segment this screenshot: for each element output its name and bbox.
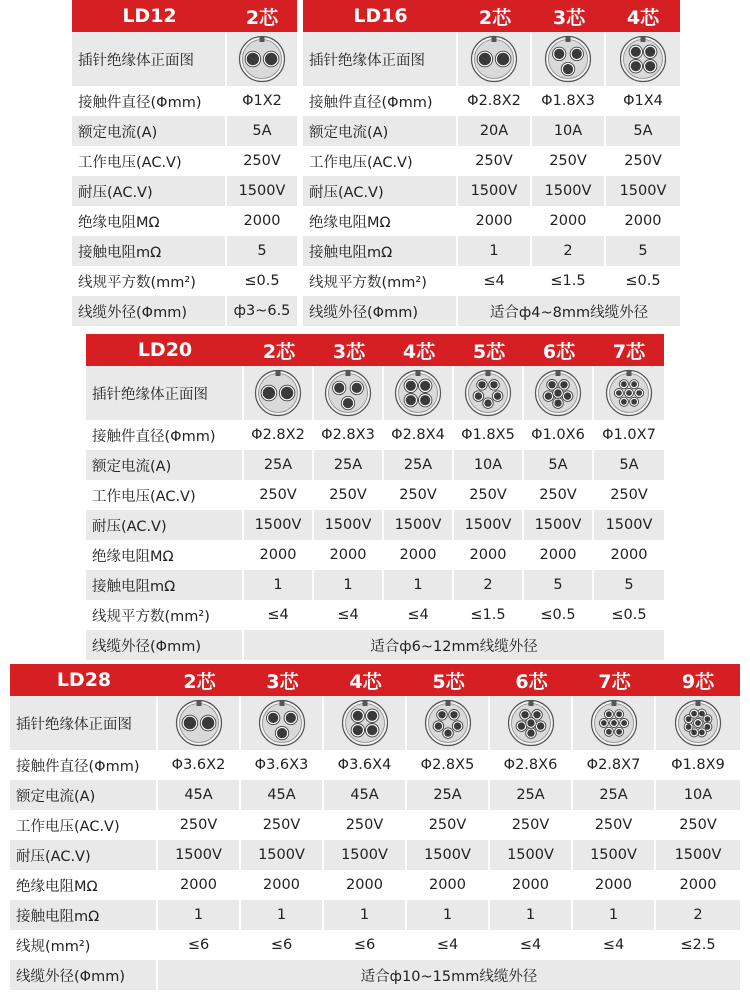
ld20-cell: Φ1.0X6 <box>524 420 594 450</box>
ld12-row-label: 绝缘电阻MΩ <box>72 206 227 236</box>
ld28-cell: 2000 <box>407 870 490 900</box>
ld28-cell: 2000 <box>324 870 407 900</box>
ld16-cell: 5 <box>606 236 680 266</box>
ld16-row-label: 线规平方数(mm²) <box>303 266 458 296</box>
ld20-row <box>86 420 664 450</box>
ld28-cell: Φ2.8X5 <box>407 750 490 780</box>
ld12-title: LD12 <box>72 0 227 32</box>
ld20-cell: 10A <box>454 450 524 480</box>
ld28-cell: 45A <box>158 780 241 810</box>
ld28-cell: ≤6 <box>241 930 324 960</box>
ld12-row <box>72 296 297 326</box>
ld20-row <box>86 570 664 600</box>
ld12-body <box>72 32 297 326</box>
ld28-cell: Φ2.8X6 <box>490 750 573 780</box>
ld28-row-label: 插针绝缘体正面图 <box>10 696 158 750</box>
ld20-cell: 250V <box>454 480 524 510</box>
ld16-connector-2pin-icon <box>458 32 532 86</box>
ld28-body <box>10 696 740 990</box>
ld20-row-label: 绝缘电阻MΩ <box>86 540 244 570</box>
ld20-cell: 250V <box>384 480 454 510</box>
ld16-row-label: 插针绝缘体正面图 <box>303 32 458 86</box>
ld20-cable-value: 适合ф6~12mm线缆外径 <box>244 630 664 660</box>
ld20-core-5: 5芯 <box>454 334 524 366</box>
ld20-cell: ≤0.5 <box>524 600 594 630</box>
ld12-row-label: 插针绝缘体正面图 <box>72 32 227 86</box>
ld28-cell: 250V <box>490 810 573 840</box>
ld28-cell: 1500V <box>241 840 324 870</box>
ld20-cell: 2 <box>454 570 524 600</box>
ld28-cell: Φ3.6X2 <box>158 750 241 780</box>
ld20-row <box>86 540 664 570</box>
ld28-cell: 1500V <box>158 840 241 870</box>
ld20-cell: 1500V <box>384 510 454 540</box>
ld28-connector-9pin-icon <box>656 696 740 750</box>
ld12-cell: ф3~6.5 <box>227 296 297 326</box>
ld28-cell: 250V <box>573 810 656 840</box>
ld20-cell: 250V <box>244 480 314 510</box>
ld20-row <box>86 366 664 420</box>
ld20-body <box>86 366 664 660</box>
ld16-row-label: 耐压(AC.V) <box>303 176 458 206</box>
ld20-title: LD20 <box>86 334 244 366</box>
ld12-row-label: 线规平方数(mm²) <box>72 266 227 296</box>
ld28-row <box>10 750 740 780</box>
ld28-cell: 45A <box>241 780 324 810</box>
ld20-row <box>86 510 664 540</box>
ld28-core-5: 5芯 <box>407 664 490 696</box>
ld20-cell: 2000 <box>384 540 454 570</box>
ld20-row-label: 接触电阻mΩ <box>86 570 244 600</box>
ld28-cell: 2 <box>656 900 740 930</box>
ld20-cable-label: 线缆外径(Φmm) <box>86 630 244 660</box>
ld16-cell: 2000 <box>606 206 680 236</box>
ld16-cell: 250V <box>532 146 606 176</box>
ld20-core-3: 3芯 <box>314 334 384 366</box>
ld20-cell: 1 <box>384 570 454 600</box>
ld20-cell: 25A <box>244 450 314 480</box>
ld16-row <box>303 266 680 296</box>
ld28-cell: 25A <box>407 780 490 810</box>
ld16-row <box>303 86 680 116</box>
ld28-cell: Φ2.8X7 <box>573 750 656 780</box>
ld20-connector-5pin-icon <box>454 366 524 420</box>
ld28-cell: 45A <box>324 780 407 810</box>
ld12-cell: 5A <box>227 116 297 146</box>
ld28-core-9: 9芯 <box>656 664 740 696</box>
ld16-row-label: 额定电流(A) <box>303 116 458 146</box>
ld28-cable-value: 适合ф10~15mm线缆外径 <box>158 960 740 990</box>
ld28-cell: ≤6 <box>324 930 407 960</box>
ld28-cell: Φ3.6X4 <box>324 750 407 780</box>
ld16-cell: Φ1.8X3 <box>532 86 606 116</box>
ld28-cell: 2000 <box>158 870 241 900</box>
ld16-cell: 250V <box>458 146 532 176</box>
ld20-cell: 2000 <box>454 540 524 570</box>
ld28-row-label: 接触件直径(Φmm) <box>10 750 158 780</box>
ld20-cell: 5A <box>524 450 594 480</box>
ld28-cell: 2000 <box>241 870 324 900</box>
ld28-row <box>10 900 740 930</box>
ld12-row-label: 耐压(AC.V) <box>72 176 227 206</box>
ld12-table <box>72 0 297 326</box>
ld28-cell: 250V <box>158 810 241 840</box>
ld16-cable-value: 适合ф4~8mm线缆外径 <box>458 296 680 326</box>
ld20-cell: 1500V <box>314 510 384 540</box>
ld28-core-3: 3芯 <box>241 664 324 696</box>
ld20-connector-4pin-icon <box>384 366 454 420</box>
ld28-cell: 10A <box>656 780 740 810</box>
ld16-cell: 5A <box>606 116 680 146</box>
ld16-connector-3pin-icon <box>532 32 606 86</box>
ld20-row-label: 插针绝缘体正面图 <box>86 366 244 420</box>
ld28-cell: 2000 <box>490 870 573 900</box>
ld28-core-6: 6芯 <box>490 664 573 696</box>
ld20-row <box>86 480 664 510</box>
ld28-cell: 1500V <box>573 840 656 870</box>
ld28-core-7: 7芯 <box>573 664 656 696</box>
ld28-row <box>10 780 740 810</box>
ld12-cell: ≤0.5 <box>227 266 297 296</box>
ld16-body <box>303 32 680 326</box>
ld20-cell: 2000 <box>594 540 664 570</box>
ld20-cell: ≤1.5 <box>454 600 524 630</box>
ld20-cell: 1500V <box>524 510 594 540</box>
ld16-cell: Φ1X4 <box>606 86 680 116</box>
ld12-row-label: 额定电流(A) <box>72 116 227 146</box>
ld20-row-label: 工作电压(AC.V) <box>86 480 244 510</box>
ld20-cell: 1500V <box>594 510 664 540</box>
ld28-row <box>10 840 740 870</box>
ld16-cell: 1500V <box>458 176 532 206</box>
ld16-connector-4pin-icon <box>606 32 680 86</box>
ld16-row <box>303 116 680 146</box>
ld20-cell: Φ2.8X3 <box>314 420 384 450</box>
ld20-core-7: 7芯 <box>594 334 664 366</box>
ld12-row-label: 工作电压(AC.V) <box>72 146 227 176</box>
ld20-cell: 2000 <box>314 540 384 570</box>
ld16-core-3: 3芯 <box>532 0 606 32</box>
ld28-row-label: 接触电阻mΩ <box>10 900 158 930</box>
ld20-row <box>86 450 664 480</box>
ld16-cell: 2000 <box>532 206 606 236</box>
ld28-cell: 1500V <box>656 840 740 870</box>
ld20-cell: 2000 <box>524 540 594 570</box>
ld12-cell: 1500V <box>227 176 297 206</box>
ld16-cable-label: 线缆外径(Φmm) <box>303 296 458 326</box>
ld20-core-6: 6芯 <box>524 334 594 366</box>
ld28-connector-5pin-icon <box>407 696 490 750</box>
ld20-header <box>86 334 664 366</box>
ld20-cell: 250V <box>524 480 594 510</box>
ld16-cell: Φ2.8X2 <box>458 86 532 116</box>
ld12-core-2: 2芯 <box>227 0 297 32</box>
ld20-row-label: 接触件直径(Φmm) <box>86 420 244 450</box>
ld28-core-4: 4芯 <box>324 664 407 696</box>
ld28-cell: 250V <box>241 810 324 840</box>
ld28-table <box>10 664 740 990</box>
ld20-cell: 1 <box>244 570 314 600</box>
ld12-row <box>72 266 297 296</box>
ld28-cell: 1 <box>324 900 407 930</box>
ld16-row-label: 接触件直径(Φmm) <box>303 86 458 116</box>
ld28-cell: ≤2.5 <box>656 930 740 960</box>
ld28-cell: 1500V <box>490 840 573 870</box>
ld28-title: LD28 <box>10 664 158 696</box>
ld12-cell: 250V <box>227 146 297 176</box>
ld20-cell: 1500V <box>454 510 524 540</box>
ld20-cell: ≤4 <box>314 600 384 630</box>
ld20-core-2: 2芯 <box>244 334 314 366</box>
ld12-cell: 5 <box>227 236 297 266</box>
ld16-cell: 2 <box>532 236 606 266</box>
ld20-cell: 250V <box>594 480 664 510</box>
ld28-row <box>10 696 740 750</box>
ld20-cell: ≤4 <box>244 600 314 630</box>
ld28-cell: 1 <box>241 900 324 930</box>
ld28-cell: 250V <box>656 810 740 840</box>
ld28-cell: 25A <box>490 780 573 810</box>
ld20-cell: Φ1.0X7 <box>594 420 664 450</box>
ld28-cell: 1500V <box>407 840 490 870</box>
ld16-cable-row <box>303 296 680 326</box>
ld20-cell: 5A <box>594 450 664 480</box>
ld16-row <box>303 146 680 176</box>
ld16-cell: ≤1.5 <box>532 266 606 296</box>
ld12-row-label: 接触电阻mΩ <box>72 236 227 266</box>
ld28-cell: 2000 <box>656 870 740 900</box>
ld20-cell: Φ1.8X5 <box>454 420 524 450</box>
ld20-cell: 2000 <box>244 540 314 570</box>
ld20-core-4: 4芯 <box>384 334 454 366</box>
ld20-cell: 1 <box>314 570 384 600</box>
ld28-connector-4pin-icon <box>324 696 407 750</box>
ld28-row-label: 工作电压(AC.V) <box>10 810 158 840</box>
ld20-row-label: 线规平方数(mm²) <box>86 600 244 630</box>
ld28-row <box>10 810 740 840</box>
ld20-cell: 5 <box>594 570 664 600</box>
ld20-cell: ≤0.5 <box>594 600 664 630</box>
ld20-row <box>86 600 664 630</box>
ld16-row-label: 工作电压(AC.V) <box>303 146 458 176</box>
ld20-connector-6pin-icon <box>524 366 594 420</box>
ld28-cell: Φ3.6X3 <box>241 750 324 780</box>
ld28-cell: ≤4 <box>573 930 656 960</box>
ld20-row-label: 额定电流(A) <box>86 450 244 480</box>
ld16-cell: 250V <box>606 146 680 176</box>
ld28-cable-label: 线缆外径(Φmm) <box>10 960 158 990</box>
ld12-row <box>72 176 297 206</box>
ld28-core-2: 2芯 <box>158 664 241 696</box>
ld16-core-2: 2芯 <box>458 0 532 32</box>
ld16-cell: 1 <box>458 236 532 266</box>
ld16-core-4: 4芯 <box>606 0 680 32</box>
ld20-row-label: 耐压(AC.V) <box>86 510 244 540</box>
ld28-cell: 25A <box>573 780 656 810</box>
ld12-row <box>72 206 297 236</box>
ld28-cell: 1 <box>490 900 573 930</box>
ld20-cell: 25A <box>384 450 454 480</box>
ld16-table <box>303 0 680 326</box>
ld20-table <box>86 334 664 660</box>
ld20-connector-7pin-icon <box>594 366 664 420</box>
ld28-row-label: 耐压(AC.V) <box>10 840 158 870</box>
ld16-header <box>303 0 680 32</box>
ld16-row-label: 绝缘电阻MΩ <box>303 206 458 236</box>
ld12-row <box>72 236 297 266</box>
ld16-cell: 10A <box>532 116 606 146</box>
ld12-row <box>72 146 297 176</box>
ld16-cell: ≤0.5 <box>606 266 680 296</box>
ld20-cell: 5 <box>524 570 594 600</box>
ld16-cell: 20A <box>458 116 532 146</box>
ld12-header <box>72 0 297 32</box>
ld28-cell: 250V <box>324 810 407 840</box>
ld16-row-label: 接触电阻mΩ <box>303 236 458 266</box>
ld12-cell: Φ1X2 <box>227 86 297 116</box>
ld12-row-label: 接触件直径(Φmm) <box>72 86 227 116</box>
ld20-cell: 250V <box>314 480 384 510</box>
ld28-cell: 2000 <box>573 870 656 900</box>
ld28-connector-2pin-icon <box>158 696 241 750</box>
ld20-cell: 1500V <box>244 510 314 540</box>
ld16-title: LD16 <box>303 0 458 32</box>
ld28-connector-7pin-icon <box>573 696 656 750</box>
ld16-cell: 1500V <box>532 176 606 206</box>
ld20-connector-3pin-icon <box>314 366 384 420</box>
ld28-cell: 1 <box>573 900 656 930</box>
ld16-cell: 2000 <box>458 206 532 236</box>
ld28-row-label: 额定电流(A) <box>10 780 158 810</box>
ld28-cell: 1 <box>407 900 490 930</box>
ld16-cell: ≤4 <box>458 266 532 296</box>
ld20-cable-row <box>86 630 664 660</box>
ld12-connector-2pin-icon <box>227 32 297 86</box>
ld20-cell: 25A <box>314 450 384 480</box>
ld12-row <box>72 32 297 86</box>
ld12-cell: 2000 <box>227 206 297 236</box>
ld20-connector-2pin-icon <box>244 366 314 420</box>
ld28-cell: ≤4 <box>490 930 573 960</box>
ld20-cell: Φ2.8X2 <box>244 420 314 450</box>
ld28-row <box>10 870 740 900</box>
ld28-connector-3pin-icon <box>241 696 324 750</box>
ld12-row <box>72 86 297 116</box>
ld28-cell: 1500V <box>324 840 407 870</box>
ld28-cell: ≤6 <box>158 930 241 960</box>
ld20-cell: ≤4 <box>384 600 454 630</box>
ld28-cell: ≤4 <box>407 930 490 960</box>
ld12-row-label: 线缆外径(Φmm) <box>72 296 227 326</box>
ld28-connector-6pin-icon <box>490 696 573 750</box>
ld28-cable-row <box>10 960 740 990</box>
ld28-row-label: 绝缘电阻MΩ <box>10 870 158 900</box>
ld20-cell: Φ2.8X4 <box>384 420 454 450</box>
ld28-cell: Φ1.8X9 <box>656 750 740 780</box>
ld16-cell: 1500V <box>606 176 680 206</box>
ld12-row <box>72 116 297 146</box>
ld16-row <box>303 176 680 206</box>
ld28-row-label: 线规(mm²) <box>10 930 158 960</box>
ld16-row <box>303 32 680 86</box>
ld16-row <box>303 236 680 266</box>
ld28-cell: 250V <box>407 810 490 840</box>
ld16-row <box>303 206 680 236</box>
ld28-cell: 1 <box>158 900 241 930</box>
ld28-header <box>10 664 740 696</box>
ld28-row <box>10 930 740 960</box>
